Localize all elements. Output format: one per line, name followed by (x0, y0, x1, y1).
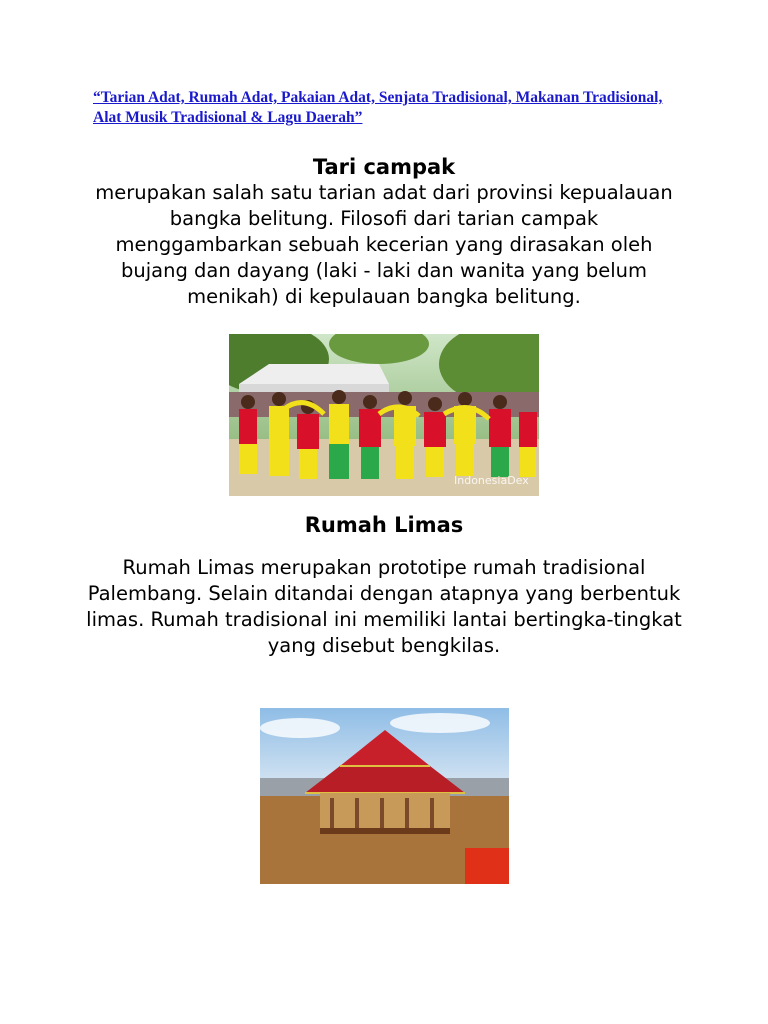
section-title-rumah-limas: Rumah Limas (304, 513, 464, 537)
tari-campak-photo (229, 334, 539, 496)
photo-watermark: IndonesiaDex (454, 474, 529, 487)
section-body-rumah-limas: Rumah Limas merupakan prototipe rumah tradisional Palembang. Selain ditandai dengan atapnya yang berbentuk limas. Rumah tradisional ini memiliki lantai bertingka-tingkat yang disebut bengkilas. (86, 556, 682, 657)
section-body-tari-campak: merupakan salah satu tarian adat dari provinsi kepualauan bangka belitung. Filosofi dari tarian campak menggambarkan sebuah kecerian yang dirasakan oleh bujang dan dayang (laki - laki dan wanita yang belum menikah) di kepulauan bangka belitung. (95, 181, 673, 308)
section-title-tari-campak: Tari campak (312, 155, 456, 179)
header-link[interactable] (93, 88, 693, 128)
rumah-limas-photo (260, 708, 509, 884)
header-link-text[interactable]: “Tarian Adat, Rumah Adat, Pakaian Adat, Senjata Tradisional, Makanan Tradisional, Alat Musik Tradisional & Lagu Daerah” (93, 89, 663, 126)
